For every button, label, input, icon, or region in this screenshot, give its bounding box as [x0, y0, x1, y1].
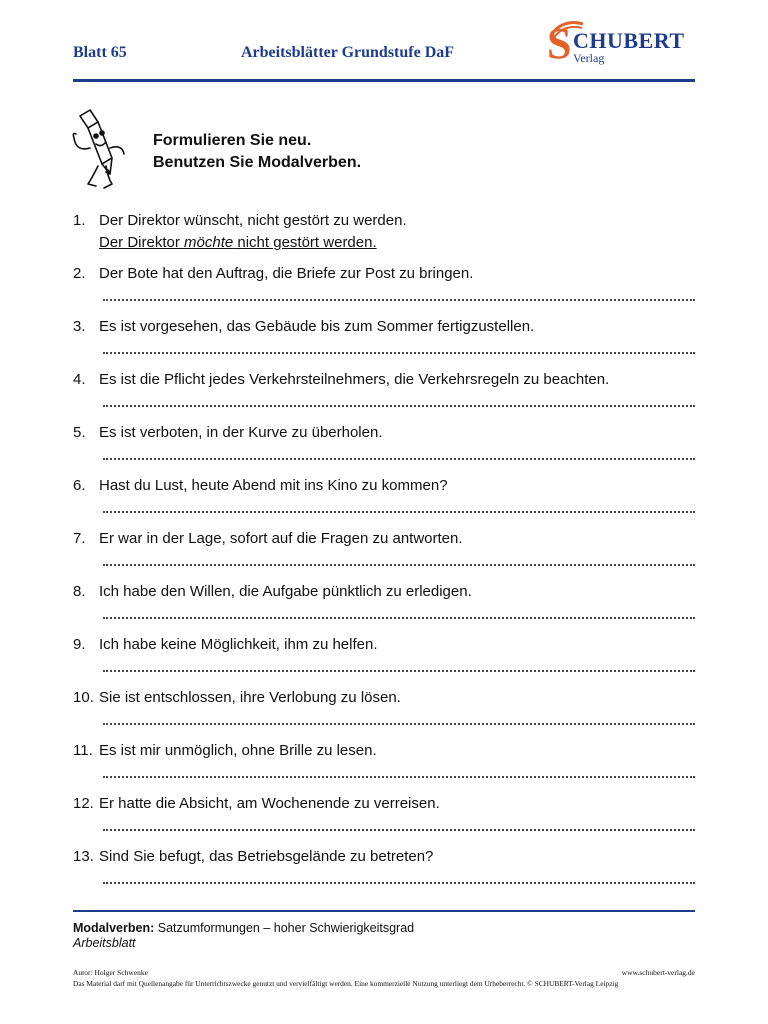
exercise-number: 3. — [73, 318, 86, 335]
answer-line[interactable] — [103, 550, 695, 566]
answer-line[interactable] — [103, 497, 695, 513]
instruction-line-1: Formulieren Sie neu. — [153, 132, 312, 149]
exercise-item — [73, 477, 695, 527]
exercise-sentence: Der Direktor wünscht, nicht gestört zu werden. — [99, 212, 407, 229]
exercise-sentence: Ich habe keine Möglichkeit, ihm zu helfen. — [99, 636, 378, 653]
exercise-number: 7. — [73, 530, 86, 547]
answer-line[interactable] — [103, 285, 695, 301]
exercise-item — [73, 265, 695, 315]
answer-start: Der Direktor — [99, 234, 185, 251]
footer-topic-label: Modalverben: — [73, 921, 155, 935]
exercise-sentence: Es ist verboten, in der Kurve zu überholen. — [99, 424, 383, 441]
exercise-sentence: Es ist mir unmöglich, ohne Brille zu lesen. — [99, 742, 377, 759]
exercise-sentence: Sie ist entschlossen, ihre Verlobung zu lösen. — [99, 689, 401, 706]
exercise-number: 2. — [73, 265, 86, 282]
footer-divider — [73, 910, 695, 912]
answer-line[interactable] — [103, 762, 695, 778]
footer-legal: Das Material darf mit Quellenangabe für Unterrichtszwecke genutzt und vervielfältigt werden. Eine kommerzielle Nutzung unterliegt dem Urheberrecht. © SCHUBERT-Verlag Leipzig — [73, 979, 619, 988]
exercise-sentence: Er war in der Lage, sofort auf die Fragen zu antworten. — [99, 530, 463, 547]
exercise-number: 10. — [73, 689, 94, 706]
instructions — [153, 130, 361, 174]
exercise-item — [73, 530, 695, 580]
exercise-item — [73, 795, 695, 845]
exercise-item — [73, 742, 695, 792]
instruction-line-2: Benutzen Sie Modalverben. — [153, 154, 362, 171]
footer-url[interactable]: www.schubert-verlag.de — [621, 968, 695, 977]
publisher-logo — [545, 19, 695, 70]
sheet-number: Blatt 65 — [73, 44, 127, 61]
answer-line[interactable] — [103, 603, 695, 619]
exercise-number: 4. — [73, 371, 86, 388]
answer-end: nicht gestört werden. — [233, 234, 377, 251]
footer-topic — [73, 921, 414, 935]
exercise-sentence: Hast du Lust, heute Abend mit ins Kino zu kommen? — [99, 477, 448, 494]
exercise-sentence: Der Bote hat den Auftrag, die Briefe zur Post zu bringen. — [99, 265, 474, 282]
exercise-number: 5. — [73, 424, 86, 441]
exercise-item — [73, 848, 695, 898]
exercise-item — [73, 583, 695, 633]
answer-line[interactable] — [103, 338, 695, 354]
header-divider — [73, 79, 695, 82]
pencil-icon — [68, 108, 130, 194]
logo-subtitle: Verlag — [573, 51, 605, 65]
example-answer — [99, 234, 377, 251]
answer-line[interactable] — [103, 868, 695, 884]
header-title: Arbeitsblätter Grundstufe DaF — [241, 44, 455, 61]
exercise-number: 11. — [73, 742, 93, 759]
answer-line[interactable] — [103, 815, 695, 831]
exercise-item — [73, 318, 695, 368]
logo-initial: S — [547, 19, 572, 68]
exercise-item — [73, 636, 695, 686]
footer-type: Arbeitsblatt — [73, 936, 136, 950]
exercise-item — [73, 212, 695, 262]
answer-modal-verb: möchte — [184, 234, 234, 251]
exercise-number: 6. — [73, 477, 86, 494]
exercise-sentence: Sind Sie befugt, das Betriebsgelände zu betreten? — [99, 848, 434, 865]
exercise-sentence: Er hatte die Absicht, am Wochenende zu verreisen. — [99, 795, 440, 812]
exercise-sentence: Es ist die Pflicht jedes Verkehrsteilnehmers, die Verkehrsregeln zu beachten. — [99, 371, 610, 388]
exercise-number: 8. — [73, 583, 86, 600]
exercise-number: 12. — [73, 795, 94, 812]
footer-topic-text: Satzumformungen – hoher Schwierigkeitsgrad — [154, 921, 415, 935]
page-header — [73, 19, 695, 80]
exercise-sentence: Ich habe den Willen, die Aufgabe pünktlich zu erledigen. — [99, 583, 472, 600]
exercise-number: 1. — [73, 212, 86, 229]
answer-line[interactable] — [103, 391, 695, 407]
exercise-item — [73, 424, 695, 474]
answer-line[interactable] — [103, 656, 695, 672]
logo-name: CHUBERT — [573, 28, 685, 53]
footer-author: Autor: Holger Schwenke — [73, 968, 148, 977]
exercise-item — [73, 689, 695, 739]
exercise-item — [73, 371, 695, 421]
exercise-sentence: Es ist vorgesehen, das Gebäude bis zum Sommer fertigzustellen. — [99, 318, 535, 335]
answer-line[interactable] — [103, 709, 695, 725]
answer-line[interactable] — [103, 444, 695, 460]
exercise-number: 13. — [73, 848, 94, 865]
exercise-number: 9. — [73, 636, 86, 653]
